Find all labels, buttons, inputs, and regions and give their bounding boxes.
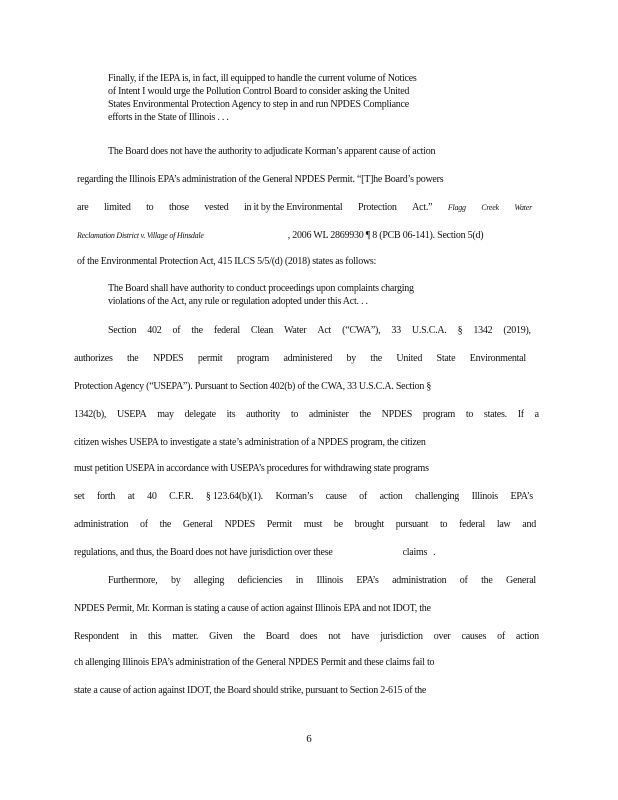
- para3-line-4: ch allenging Illinois EPA’s administration of the General NPDES Permit and these claims fail to: [74, 657, 435, 668]
- quote1-line-2: of Intent I would urge the Pollution Control Board to consider asking the United: [108, 86, 410, 97]
- para3-line-2: NPDES Permit, Mr. Korman is stating a cause of action against Illinois EPA and not IDOT, the: [74, 603, 431, 614]
- para2-line-1: Section 402 of the federal Clean Water Act (“CWA”), 33 U.S.C.A. § 1342 (2019),: [108, 325, 531, 336]
- para2-line-5: citizen wishes USEPA to investigate a state’s administration of a NPDES program, the citizen: [74, 437, 426, 448]
- quote1-line-4: efforts in the State of Illinois . . .: [108, 112, 229, 123]
- page-number: 6: [306, 733, 312, 745]
- para1-line-3: are limited to those vested in it by the Environmental Protection Act.” Flagg Creek Water: [77, 202, 532, 213]
- para2-line-2: authorizes the NPDES permit program administered by the United State Environmental: [74, 353, 526, 364]
- quote2-line-1: The Board shall have authority to conduct proceedings upon complaints charging: [108, 283, 414, 294]
- para1-line-4: Reclamation District v. Village of Hinsdale , 2006 WL 2869930 ¶ 8 (PCB 06-141). Section 5(d): [77, 230, 484, 241]
- para1-line-1: The Board does not have the authority to adjudicate Korman’s apparent cause of action: [108, 146, 436, 157]
- quote1-line-3: States Environmental Protection Agency to step in and run NPDES Compliance: [108, 99, 409, 110]
- case-name-part: Flagg: [447, 203, 466, 212]
- para3-line-1: Furthermore, by alleging deficiencies in Illinois EPA’s administration of the General: [108, 575, 536, 586]
- para1-line-2: regarding the Illinois EPA’s administration of the General NPDES Permit. “[T]he Board’s powers: [77, 174, 444, 185]
- case-name: Reclamation District v. Village of Hinsdale: [77, 231, 204, 240]
- para3-line-3: Respondent in this matter. Given the Board does not have jurisdiction over causes of action: [74, 631, 539, 642]
- para2-line-7: set forth at 40 C.F.R. § 123.64(b)(1). Korman’s cause of action challenging Illinois EPA’s: [74, 491, 533, 502]
- para2-line-9: regulations, and thus, the Board does not have jurisdiction over these claims .: [74, 547, 436, 558]
- para2-line-4: 1342(b), USEPA may delegate its authority to administer the NPDES program to states. If a: [74, 409, 539, 420]
- para2-line-3: Protection Agency (“USEPA”). Pursuant to Section 402(b) of the CWA, 33 U.S.C.A. Section §: [74, 381, 432, 392]
- para3-line-5: state a cause of action against IDOT, the Board should strike, pursuant to Section 2-615 of the: [74, 685, 427, 696]
- quote1-line-1: Finally, if the IEPA is, in fact, ill equipped to handle the current volume of Notices: [108, 73, 417, 84]
- para2-line-6: must petition USEPA in accordance with USEPA’s procedures for withdrawing state programs: [74, 463, 429, 474]
- para1-line-5: of the Environmental Protection Act, 415 ILCS 5/5/(d) (2018) states as follows:: [77, 256, 377, 267]
- para2-line-8: administration of the General NPDES Permit must be brought pursuant to federal law and: [74, 519, 536, 530]
- quote2-line-2: violations of the Act, any rule or regulation adopted under this Act. . .: [108, 296, 368, 307]
